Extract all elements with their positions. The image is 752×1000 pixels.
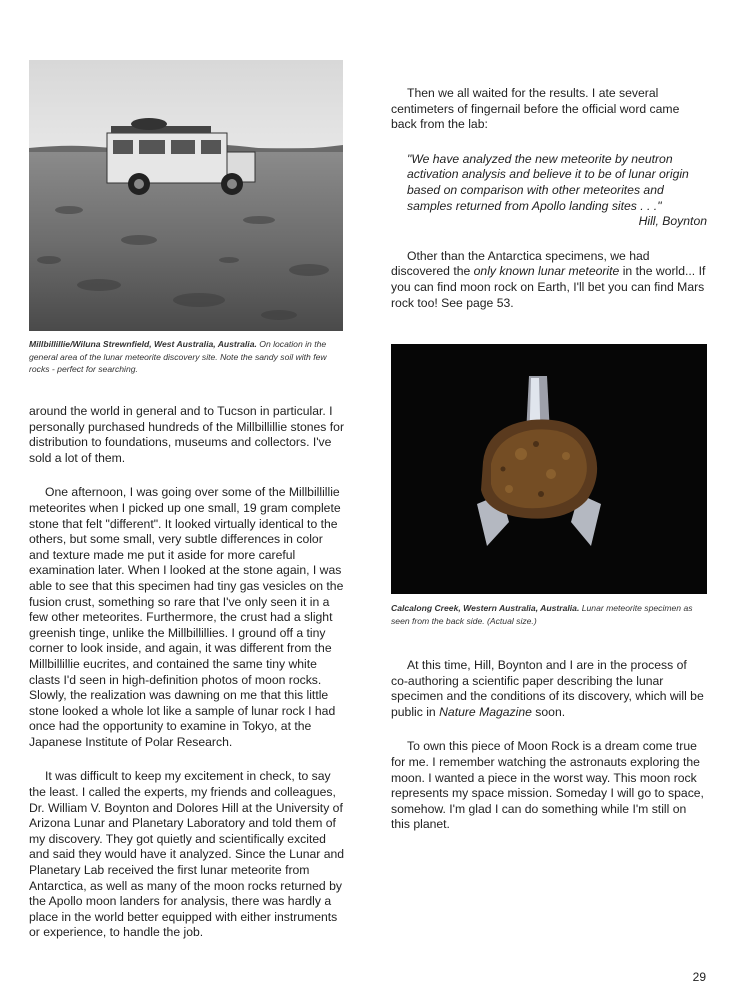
- body-paragraph: It was difficult to keep my excitement in check, to say the least. I called the experts, my friends and colleagues, Dr. William V. Boynton and Dolores Hill at the University of Arizona Lunar and Planetary Laboratory and told them of my discovery. They got quietly and scientifically excited and said they would have it analyzed. Since the Lunar and Planetary Lab received the first lunar meteorite from Antarctica, as well as many of the moon rocks returned by the Apollo moon landers for analysis, there was hardly a place in the world better equipped with either instruments or experience, to handle the job.: [29, 769, 345, 940]
- page-number: 29: [692, 970, 706, 984]
- body-paragraph: One afternoon, I was going over some of the Millbillillie meteorites when I picked up one small, 19 gram complete stone that felt "different". It looked virtually identical to the others, but some small, very subtle differences in color and texture made me put it aside for more careful examination later. When I looked at the stone again, I was able to see that this specimen had tiny gas vesicles on the fusion crust, something so rare that I've only seen it in a few other meteorites. Furthermore, the crust had a slight greenish tinge, unlike the Millbillillies. I ground off a tiny corner to look inside, and again, it was different from the Millbillillie eucrites, and contained the same tiny white clasts I'd seen in high-definition photos of moon rocks. Slowly, the realization was dawning on me that this little stone looked a whole lot like a sample of lunar rock I had once had the opportunity to examine in Tokyo, at the Japanese Institute of Polar Research.: [29, 485, 344, 749]
- strewnfield-illustration: [29, 60, 343, 331]
- caption-1-text: On location in the general area of the lunar meteorite discovery site. Note the sandy soil with few rocks - perfect for searching.: [29, 339, 327, 374]
- caption-2-text: Lunar meteorite specimen as seen from the back side. (Actual size.): [391, 603, 693, 626]
- right-column-top: [391, 86, 707, 330]
- strewnfield-photo: [29, 60, 343, 331]
- left-column: [29, 404, 345, 960]
- para2-emphasis: only known lunar meteorite: [473, 264, 620, 279]
- body-paragraph: To own this piece of Moon Rock is a dream come true for me. I remember watching the astronauts exploring the moon. I wanted a piece in the worst way. This moon rock represents my space mission. Someday I will go to space, somehow. I'm glad I can do something while I'm still on this planet.: [391, 739, 704, 832]
- lab-quote: "We have analyzed the new meteorite by neutron activation analysis and believe it to be of lunar origin based on comparison with other meteorites and samples returned from Apollo landing sites . . .": [407, 151, 689, 213]
- body-paragraph: Then we all waited for the results. I ate several centimeters of fingernail before the official word came back from the lab:: [391, 86, 680, 132]
- para3-start: At this time, Hill, Boynton and I are in the process of co-authoring a scientific paper describing the lunar specimen and the conditions of its discovery, which will be public in: [391, 658, 704, 719]
- caption-2-title: Calcalong Creek, Western Australia, Australia.: [391, 603, 580, 613]
- para3-end: soon.: [531, 704, 566, 719]
- body-paragraph: [391, 658, 707, 720]
- caption-1-title: Millbillillie/Wiluna Strewnfield, West Australia, Australia.: [29, 339, 257, 349]
- para2-end: in the world... If you can find moon rock on Earth, I'll bet you can find Mars rock too! See page 53.: [391, 264, 706, 310]
- photo-caption-2: [391, 602, 709, 627]
- quote-attribution: Hill, Boynton: [638, 214, 707, 229]
- meteorite-illustration: [391, 344, 707, 594]
- para2-start: Other than the Antarctica specimens, we had discovered the: [391, 248, 650, 279]
- photo-caption-1: [29, 338, 345, 376]
- body-paragraph: [391, 249, 707, 311]
- para3-emphasis: Nature Magazine: [439, 704, 532, 719]
- body-paragraph: around the world in general and to Tucson in particular. I personally purchased hundreds of the Millbillillie stones for distribution to foundations, museums and collectors. I've sold a lot of them.: [29, 404, 345, 465]
- right-column-bottom: [391, 658, 707, 852]
- meteorite-photo: [391, 344, 707, 594]
